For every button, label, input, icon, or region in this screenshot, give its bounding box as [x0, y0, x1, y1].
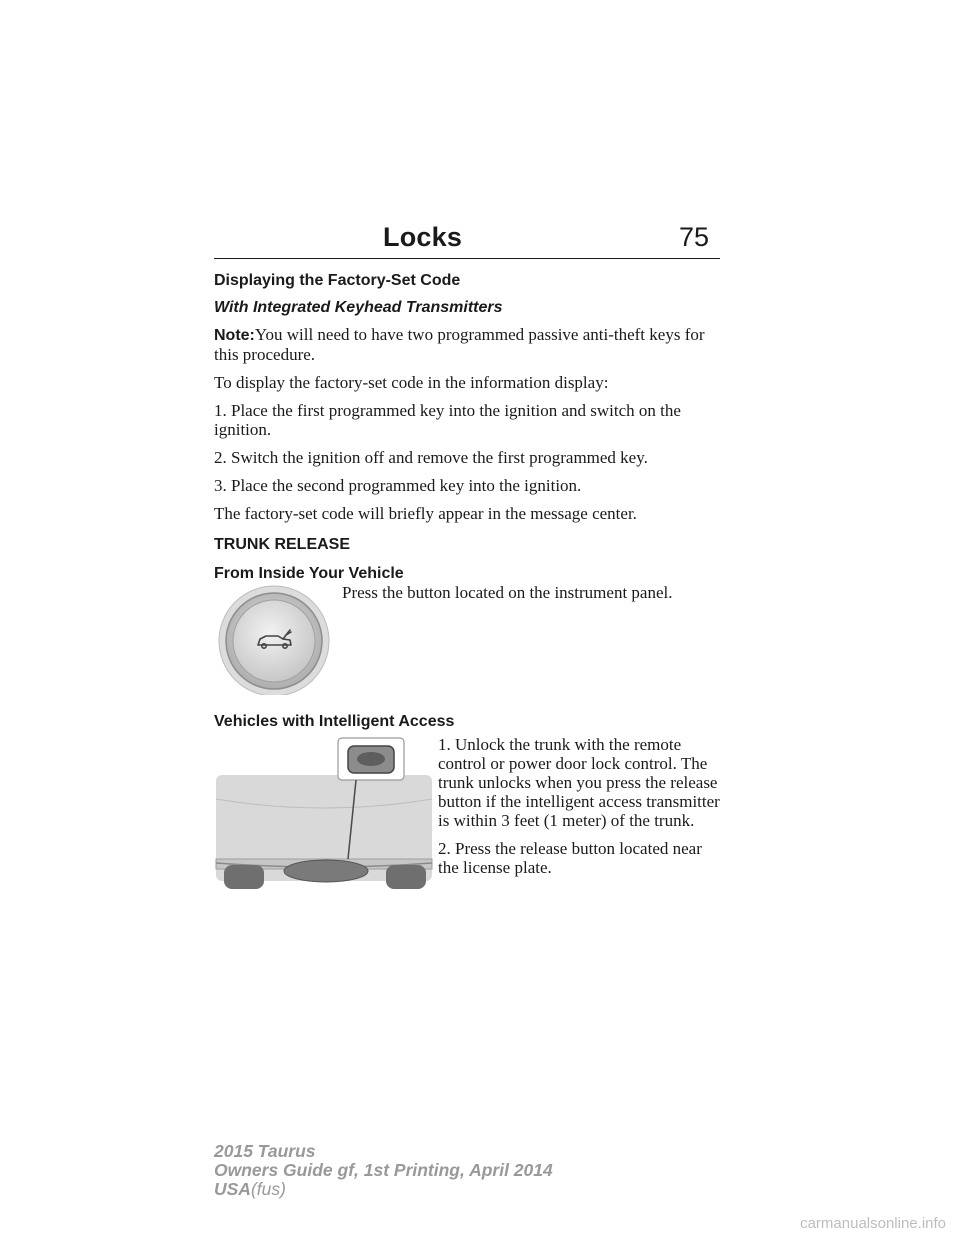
intelligent-access-row	[214, 735, 720, 895]
inside-vehicle-row	[214, 583, 720, 707]
inside-vehicle-text: Press the button located on the instrument panel.	[342, 583, 673, 602]
intelligent-step-1: 1. Unlock the trunk with the remote control or power door lock control. The trunk unlocks when you press the release button if the intelligent access transmitter is within 3 feet (1 meter) of the trunk.	[438, 735, 720, 830]
note-paragraph	[214, 325, 720, 364]
watermark-text: carmanualsonline.info	[800, 1215, 946, 1232]
page-header-title: Locks	[383, 222, 463, 252]
note-label: Note:	[214, 327, 255, 344]
step-3: 3. Place the second programmed key into the ignition.	[214, 476, 582, 495]
footer-region-code: (fus)	[250, 1179, 286, 1199]
section-heading-factory-code: Displaying the Factory-Set Code	[214, 272, 461, 289]
note-text: You will need to have two programmed passive anti-theft keys for this procedure.	[214, 325, 705, 364]
footer-line-2: Owners Guide gf, 1st Printing, April 2014	[214, 1160, 553, 1180]
footer-line-1: 2015 Taurus	[214, 1141, 316, 1161]
step-2: 2. Switch the ignition off and remove the first programmed key.	[214, 448, 648, 467]
footer-region: USA	[214, 1179, 251, 1199]
result-paragraph: The factory-set code will briefly appear in the message center.	[214, 504, 637, 523]
intelligent-step-2: 2. Press the release button located near the license plate.	[438, 839, 702, 877]
subheading-keyhead-transmitters: With Integrated Keyhead Transmitters	[214, 299, 503, 316]
step-1: 1. Place the first programmed key into the ignition and switch on the ignition.	[214, 401, 681, 439]
trunk-release-button-illustration	[214, 583, 342, 695]
inside-vehicle-heading: From Inside Your Vehicle	[214, 565, 404, 582]
intelligent-access-heading: Vehicles with Intelligent Access	[214, 713, 455, 730]
trunk-release-heading: TRUNK RELEASE	[214, 536, 351, 553]
footer-line-3	[214, 1180, 553, 1199]
page-number: 75	[679, 222, 710, 252]
intro-paragraph: To display the factory-set code in the information display:	[214, 373, 609, 392]
intelligent-access-text	[438, 735, 720, 877]
page-content	[214, 266, 720, 895]
page-footer	[214, 1142, 553, 1199]
header-rule	[214, 258, 720, 263]
rear-bumper-release-illustration	[214, 735, 436, 890]
